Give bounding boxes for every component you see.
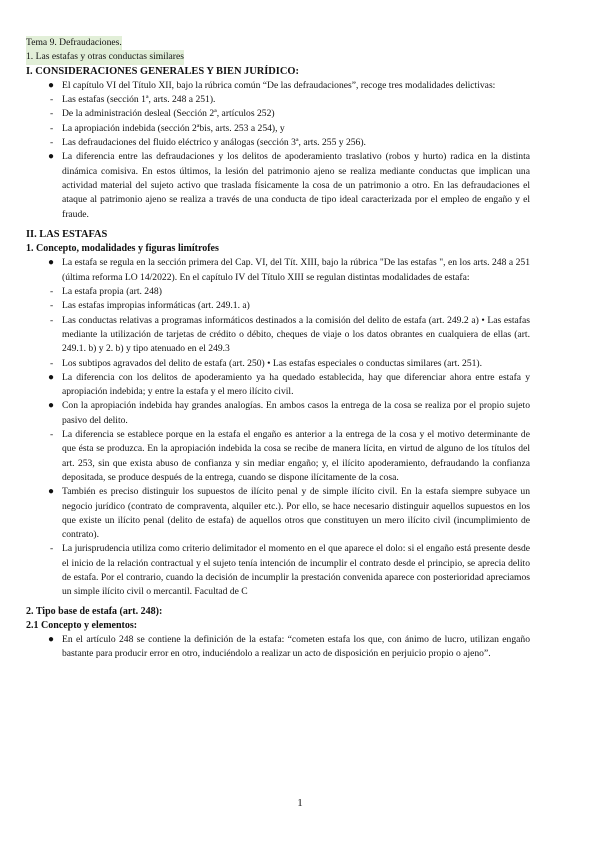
section-2-subheading-concept: 1. Concepto, modalidades y figuras limítrofes xyxy=(26,243,219,255)
dash-marker: - xyxy=(50,94,54,106)
topic-heading: Tema 9. Defraudaciones. xyxy=(26,36,530,50)
bullet-marker: ● xyxy=(48,400,55,412)
list-item-text: La estafa se regula en la sección primera del Cap. VI, del Tít. XIII, bajo la rúbrica "De las estafas ", en los arts. 248 a 251 (última reforma LO 14/2022). En el capítulo IV del Título XIII se regulan distintas modalidades de estafa: xyxy=(62,257,530,283)
dash-marker: - xyxy=(50,300,54,312)
list-item xyxy=(26,150,530,221)
section-2-subheading-type: 2. Tipo base de estafa (art. 248): xyxy=(26,605,163,617)
dash-marker: - xyxy=(50,286,54,298)
section-2-subheading-elements: 2.1 Concepto y elementos: xyxy=(26,619,138,631)
section-1-heading: I. CONSIDERACIONES GENERALES Y BIEN JURÍDICO: xyxy=(26,65,299,77)
dash-marker: - xyxy=(50,357,54,369)
list-item-text: También es preciso distinguir los supuestos de ilícito penal y de simple ilícito civil. En la estafa siempre subyace un negocio jurídico (contrato de compraventa, alquiler etc.). Por ello, se hace necesario distinguir aquellos supuestos en los que existe un ilícito penal (delito de estafa) de aquellos otros que constituyen un mero ilícito civil (incumplimiento de contrato). xyxy=(62,486,530,541)
section-2-elements-list xyxy=(26,633,530,662)
dash-marker: - xyxy=(50,122,54,134)
document-page xyxy=(26,36,530,662)
list-item xyxy=(26,542,530,599)
dash-marker: - xyxy=(50,314,54,326)
list-item-text: La jurisprudencia utiliza como criterio delimitador el momento en el que aparece el dolo: si el engaño está presente desde el inicio de la relación contractual y el sujeto tenía intención de incumplir el contrato desde el principio, se aprecia delito de estafa. Por el contrario, cuando la decisión de incumplir la prestación convenida aparece con posterioridad apreciamos un simple ilícito civil o mercantil. Facultad de C xyxy=(62,543,530,598)
bullet-marker: ● xyxy=(48,257,55,269)
list-item xyxy=(26,285,530,299)
list-item xyxy=(26,399,530,428)
bullet-marker: ● xyxy=(48,79,55,91)
bullet-marker: ● xyxy=(48,371,55,383)
list-item-text: Las estafas (sección 1ª, arts. 248 a 251). xyxy=(62,94,216,106)
list-item-text: La diferencia con los delitos de apoderamiento ya ha quedado establecida, hay que diferenciar ahora entre estafa y apropiación indebida; y entre la estafa y el mero ilícito civil. xyxy=(62,371,530,398)
list-item xyxy=(26,357,530,371)
list-item-text: En el artículo 248 se contiene la definición de la estafa: “cometen estafa los que, con ánimo de lucro, utilizan engaño bastante para producir error en otro, induciéndolo a realizar un acto de disposición en perjuicio propio o ajeno”. xyxy=(62,634,530,660)
subtopic-heading: 1. Las estafas y otras conductas similares xyxy=(26,50,530,64)
list-item xyxy=(26,122,530,136)
list-item xyxy=(26,107,530,121)
page-number: 1 xyxy=(297,797,303,809)
list-item xyxy=(26,485,530,542)
bullet-marker: ● xyxy=(48,486,55,498)
list-item-text: La diferencia se establece porque en la estafa el engaño es anterior a la entrega de la cosa y el motivo determinante de que ésta se produzca. En la apropiación indebida la cosa se recibe de manera lícita, en virtud de alguno de los títulos del art. 253, sin que exista abuso de confianza y sin mediar engaño; y, el ilícito apoderamiento, defraudando la confianza depositada, se produce después de la entrega, cuando se dispone ilícitamente de la cosa. xyxy=(62,429,530,483)
list-item xyxy=(26,299,530,313)
section-1-list xyxy=(26,79,530,222)
list-item xyxy=(26,93,530,107)
list-item-text: La apropiación indebida (sección 2ªbis, arts. 253 a 254), y xyxy=(62,122,285,134)
list-item xyxy=(26,633,530,662)
list-item xyxy=(26,314,530,357)
list-item-text: El capítulo VI del Título XII, bajo la rúbrica común “De las defraudaciones”, recoge tres modalidades delictivas: xyxy=(62,79,496,91)
dash-marker: - xyxy=(50,429,54,441)
list-item xyxy=(26,428,530,485)
list-item-text: Los subtipos agravados del delito de estafa (art. 250) • Las estafas especiales o conductas similares (art. 251). xyxy=(62,357,483,369)
dash-marker: - xyxy=(50,137,54,149)
list-item xyxy=(26,256,530,285)
section-2-heading: II. LAS ESTAFAS xyxy=(26,228,108,240)
list-item-text: La diferencia entre las defraudaciones y los delitos de apoderamiento traslativo (robos y hurto) radica en la distinta dinámica comisiva. En estos últimos, la lesión del patrimonio ajeno se realiza mediante conductas que implican una actividad material del sujeto activo que traslada físicamente la cosa de un patrimonio a otro. En las defraudaciones el ataque al patrimonio ajeno se realiza a través de una conducta de tipo ideal caracterizada por el empleo de engaño y el fraude. xyxy=(62,151,530,220)
list-item-text: Las conductas relativas a programas informáticos destinados a la comisión del delito de estafa (art. 249.2 a) • Las estafas mediante la utilización de tarjetas de crédito o débito, cheques de viaje o los datos obrantes en cualquiera de ellas (art. 249.1. b) y 2. b) y tipo atenuado en el 249.3 xyxy=(62,314,530,355)
list-item-text: La estafa propia (art. 248) xyxy=(62,286,162,298)
list-item-text: Las defraudaciones del fluido eléctrico y análogas (sección 3ª, arts. 255 y 256). xyxy=(62,137,366,149)
list-item-text: Con la apropiación indebida hay grandes analogías. En ambos casos la entrega de la cosa se realiza por el propio sujeto pasivo del delito. xyxy=(62,400,530,426)
dash-marker: - xyxy=(50,543,54,555)
list-item xyxy=(26,371,530,400)
dash-marker: - xyxy=(50,108,54,120)
list-item xyxy=(26,136,530,150)
bullet-marker: ● xyxy=(48,634,55,646)
bullet-marker: ● xyxy=(48,151,55,163)
section-2-list xyxy=(26,256,530,599)
list-item-text: Las estafas impropias informáticas (art. 249.1. a) xyxy=(62,300,250,312)
list-item xyxy=(26,79,530,93)
list-item-text: De la administración desleal (Sección 2ª, artículos 252) xyxy=(62,108,275,120)
